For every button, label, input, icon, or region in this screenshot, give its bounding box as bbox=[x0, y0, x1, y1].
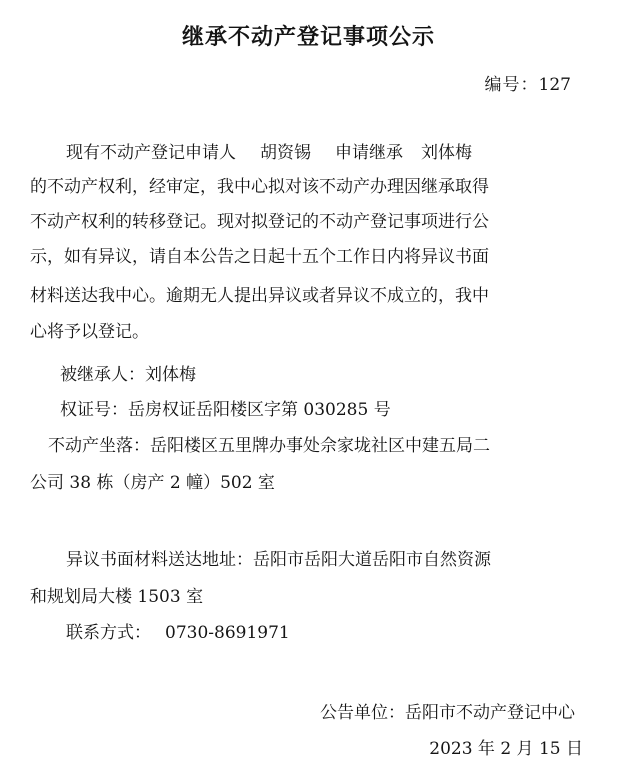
serial-number bbox=[485, 70, 571, 95]
date-line: 2023 年 2 月 15 日 bbox=[429, 739, 583, 759]
objection-address-line: 异议书面材料送达地址：岳阳市岳阳大道岳阳市自然资源 bbox=[66, 550, 491, 570]
objection-address-line-continued: 和规划局大楼 1503 室 bbox=[30, 587, 204, 607]
location-line-continued: 公司 38 栋（房产 2 幢）502 室 bbox=[30, 473, 275, 493]
contact-label: 联系方式： bbox=[66, 623, 151, 643]
location-line: 不动产坐落：岳阳楼区五里牌办事处佘家垅社区中建五局二 bbox=[48, 436, 490, 456]
intro-line bbox=[66, 142, 472, 164]
issuer-line: 公告单位：岳阳市不动产登记中心 bbox=[320, 703, 575, 723]
serial-label: 编号： bbox=[484, 75, 539, 95]
body-line: 心将予以登记。 bbox=[30, 322, 149, 342]
body-line: 示，如有异议，请自本公告之日起十五个工作日内将异议书面 bbox=[30, 247, 489, 267]
certificate-line: 权证号：岳房权证岳阳楼区字第 030285 号 bbox=[60, 400, 391, 420]
serial-value: 127 bbox=[538, 75, 571, 95]
document-title: 继承不动产登记事项公示 bbox=[181, 25, 435, 50]
decedent-name: 刘体梅 bbox=[421, 143, 472, 163]
body-line: 不动产权利的转移登记。现对拟登记的不动产登记事项进行公 bbox=[30, 212, 489, 232]
inheritee-line: 被继承人：刘体梅 bbox=[60, 365, 196, 385]
contact-line bbox=[66, 622, 290, 644]
body-line: 材料送达我中心。逾期无人提出异议或者异议不成立的，我中 bbox=[30, 286, 489, 306]
intro-prefix: 现有不动产登记申请人 bbox=[66, 143, 236, 163]
applicant-name: 胡资锡 bbox=[260, 143, 311, 163]
body-line: 的不动产权利，经审定，我中心拟对该不动产办理因继承取得 bbox=[30, 177, 489, 197]
intro-middle: 申请继承 bbox=[335, 143, 403, 163]
contact-phone: 0730-8691971 bbox=[165, 623, 290, 643]
